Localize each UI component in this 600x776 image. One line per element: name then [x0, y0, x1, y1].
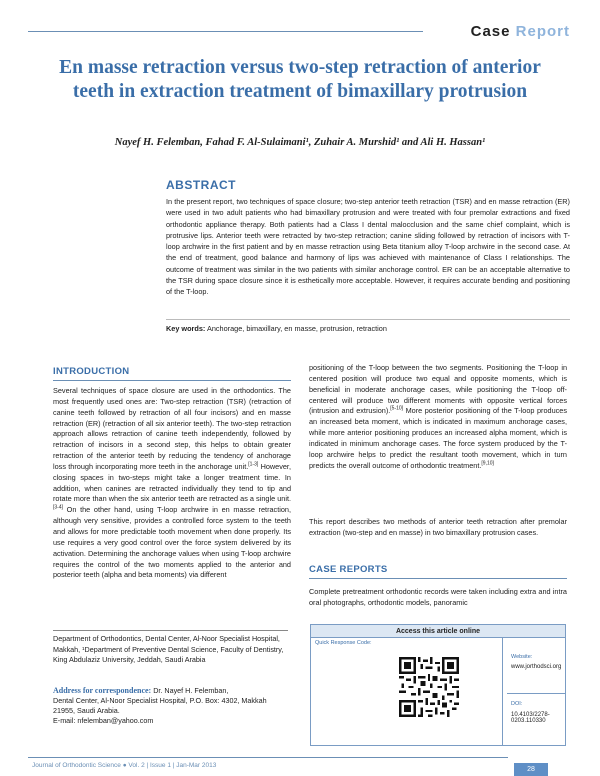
citation: [9,10]: [481, 460, 494, 467]
introduction-rule: [53, 380, 291, 381]
access-online-box: [310, 624, 566, 746]
correspondence-email[interactable]: E-mail: nfelemban@yahoo.com: [53, 716, 154, 725]
citation: [3-4]: [53, 504, 64, 511]
introduction-paragraph-3: This report describes two methods of anterior teeth retraction after premolar extraction (two-step and en masse) in two bimaxillary protrusion cases.: [309, 517, 567, 537]
introduction-paragraph-2: [309, 363, 567, 471]
abstract-heading: ABSTRACT: [166, 178, 236, 192]
correspondence: [53, 686, 288, 726]
doi-label: DOI:: [511, 701, 523, 707]
website-label: Website:: [511, 654, 533, 660]
case-reports-heading: CASE REPORTS: [309, 564, 388, 575]
case-reports-text: Complete pretreatment orthodontic records were taken including extra and intra oral photographs, orthodontic models, panoramic: [309, 587, 567, 607]
footer-rule: [28, 757, 508, 758]
website-link[interactable]: www.jorthodsci.org: [511, 664, 562, 670]
affiliation: Department of Orthodontics, Dental Center, Al-Noor Specialist Hospital, Makkah, ¹Department of Preventive Dental Science, Faculty of Dentistry, King Abdulaziz University, Jeddah, Saudi Arabia: [53, 634, 284, 664]
section-label: [471, 23, 570, 40]
correspondence-label: Address for correspondence:: [53, 686, 152, 695]
keywords-list: Anchorage, bimaxillary, en masse, protrusion, retraction: [206, 324, 387, 333]
case-reports-rule: [309, 578, 567, 579]
qr-label: Quick Response Code:: [315, 640, 372, 646]
keywords-label: Key words:: [166, 324, 206, 333]
access-box-heading: Access this article online: [311, 625, 565, 638]
citation: [5-10]: [390, 405, 404, 412]
journal-citation: Journal of Orthodontic Science ● Vol. 2 | Issue 1 | Jan-Mar 2013: [32, 762, 217, 769]
section-label-word1: Case: [470, 23, 511, 40]
abstract-text: In the present report, two techniques of space closure; two-step anterior teeth retraction (TSR) and en masse retraction (ER) were used in two adult patients who had bimaxillary protrusion and were treated with four premolar extractions and fixed orthodontic appliance therapy. Both patients had a Class I dental malocclusion and the same chief complaint, which is protrusive lips. Anterior teeth were retracted by two-step retraction; canine sliding followed by retraction of incisors with T-loop archwire in the first patient and by en masse retraction using Beta titanium alloy T-loop archwire in the second case. At the end of treatment, good balance and harmony of lips was achieved with maintenance of Class I relationships. The outcome of treatment was similar in the two patients with similar anchorage control. ER can be an acceptable alternative to the TSR during space closure since it is esthetically more acceptable. However, it requires accurate bending and positioning of the T-loop.: [166, 197, 570, 297]
intro-p2-text: positioning of the T-loop between the two segments. Positioning the T-loop in centered position will produce two equal and opposite moments, which is beneficial in moderate anchorage cases, while positioning the T-loop off-centered will produce two different moments with opposite vertical forces (intrusion and extrusion).: [309, 363, 567, 416]
intro-p1c-text: On the other hand, using T-loop archwire in en masse retraction, although very sensitive, provides a controlled force system to the teeth and allows for more predictable tooth movement when done properly. Its use requires a very good control over the force system delivered by its activation. Determining the anchorage values when using T-loop archwire requires the control of the two moments applied to the anterior and posterior teeth (alpha and beta moments) via different: [53, 505, 291, 580]
page-number: 28: [514, 763, 548, 776]
introduction-heading: INTRODUCTION: [53, 366, 130, 377]
article-title: En masse retraction versus two-step retraction of anterior teeth in extraction treatment of bimaxillary protrusion: [59, 57, 541, 102]
intro-p2b-text: More posterior positioning of the T-loop produces an increased beta moment, which is indicated in maximum anchorage cases, while more anterior positioning produces an increased alpha moment, which is indicated in minimum anchorage cases. The force system produced by the T-loop archwire helps to predict the resultant tooth movement, which in turn predicts the overall outcome of orthodontic treatment.: [309, 406, 567, 470]
correspondence-address: Dental Center, Al-Noor Specialist Hospital, P.O. Box: 4302, Makkah 21955, Saudi Arabia.: [53, 696, 267, 715]
header-rule: [28, 31, 423, 32]
intro-p1b-text: However, closing spaces in two-steps might take a longer treatment time. In addition, when canines are retracted individually they tend to tip and rotate more than when the six anterior teeth are retracted as a single unit.: [53, 461, 291, 504]
doi-value[interactable]: 10.4103/2278-0203.110330: [511, 712, 550, 724]
intro-p1-text: Several techniques of space closure are used in the orthodontics. The most frequently used ones are: Two-step retraction (TSR) (retraction of canine teeth followed by retraction of all four incisors) and en masse retraction (ER) (retraction of all six anterior teeth). The two-step retraction approach allows retraction of canine teeth independently, followed by retraction of incisors in a second step, this helps to obtain greater retraction of the anterior teeth by reducing the tendency of anchorage loss through incorporating more teeth in the anchorage unit.: [53, 386, 291, 471]
introduction-paragraph-1: [53, 386, 291, 581]
correspondence-name: Dr. Nayef H. Felemban,: [151, 686, 229, 695]
citation: [1-3]: [248, 461, 259, 468]
access-box-divider: [507, 693, 565, 694]
keywords: [166, 324, 570, 333]
abstract-divider: [166, 319, 570, 320]
author-list: Nayef H. Felemban, Fahad F. Al-Sulaimani¹, Zuhair A. Murshid¹ and Ali H. Hassan¹: [114, 137, 486, 148]
affiliation-rule: [53, 630, 288, 631]
section-label-word2: Report: [515, 23, 570, 40]
qr-code-icon[interactable]: [399, 657, 459, 717]
